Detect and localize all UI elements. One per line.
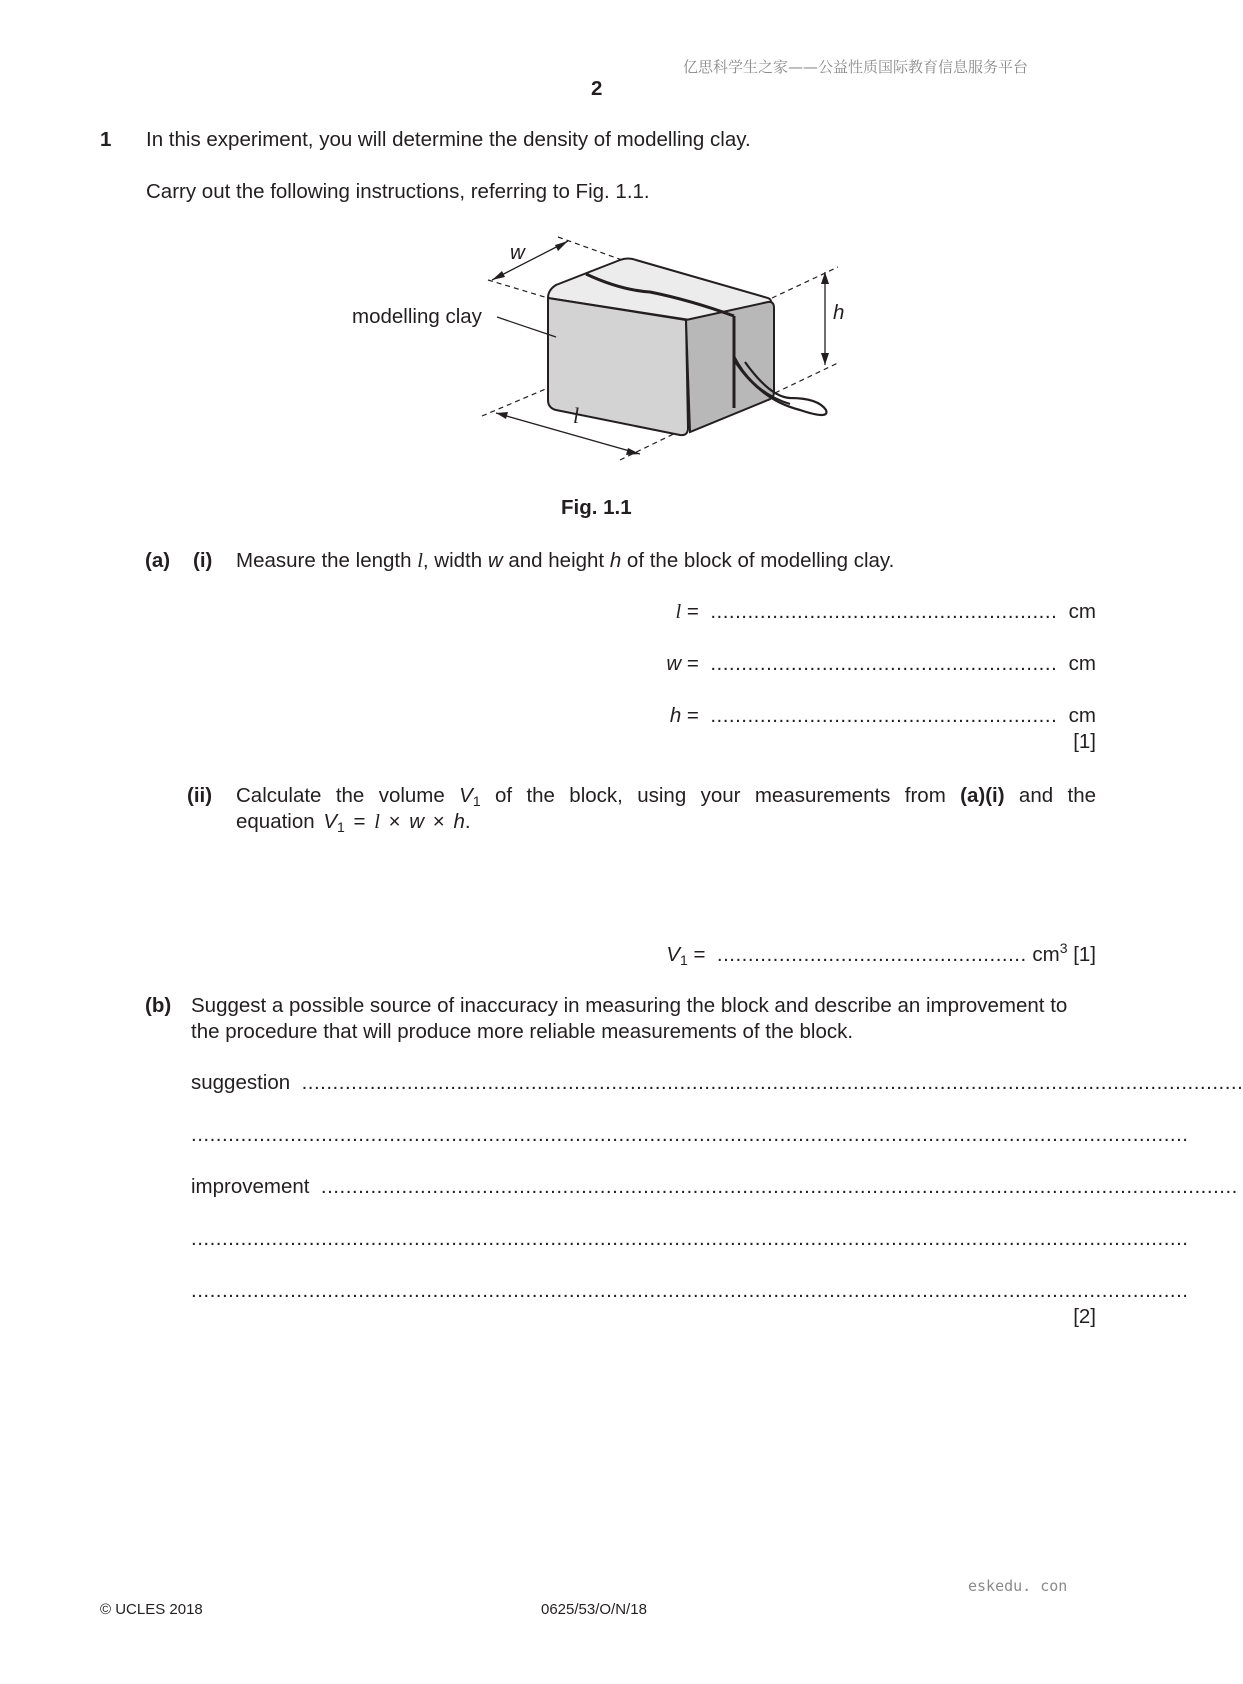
- improvement-line-1[interactable]: improvement ....................................................................................................................................................: [191, 1175, 1238, 1198]
- improvement-line-2[interactable]: .................................................................................................................................................................: [191, 1227, 1189, 1250]
- answer-line-w[interactable]: w = ........................................................ cm: [666, 652, 1096, 675]
- footer-copyright: © UCLES 2018: [100, 1601, 203, 1618]
- suggestion-label: suggestion: [191, 1071, 291, 1094]
- figure-label-h: h: [833, 301, 845, 324]
- marks-a-i: [1]: [1073, 730, 1096, 753]
- answer-line-v1[interactable]: $V_1$ = .................................................. $cm^3$ [1]: [666, 940, 1096, 968]
- answer-line-h[interactable]: h = ........................................................ cm: [669, 704, 1096, 727]
- suggestion-line-2[interactable]: .................................................................................................................................................................: [191, 1123, 1189, 1146]
- question-instruction: Carry out the following instructions, referring to Fig. 1.1.: [146, 180, 650, 203]
- part-b-text: Suggest a possible source of inaccuracy in measuring the block and describe an improvement to the procedure that will produce more reliable measurements of the block.: [191, 994, 1068, 1043]
- part-a-ii-text: Calculate the volume $V_1$ of the block, using your measurements from (a)(i) and the equation $V_1 = l \times w \times h$.: [236, 784, 1096, 835]
- header-watermark: 亿思科学生之家——公益性质国际教育信息服务平台: [683, 58, 1029, 76]
- page-number: 2: [591, 77, 603, 100]
- part-a-ii-label: (ii): [187, 784, 213, 807]
- question-number: 1: [100, 128, 112, 151]
- suggestion-line-1[interactable]: suggestion ........................................................................................................................................................: [191, 1071, 1243, 1094]
- part-a-i-text: Measure the length l, width w and height h of the block of modelling clay.: [236, 549, 895, 572]
- part-a-label: (a): [145, 549, 171, 572]
- marks-b: [2]: [1073, 1305, 1096, 1328]
- footer-code: 0625/53/O/N/18: [541, 1601, 647, 1618]
- figure-label-l: l: [573, 403, 580, 428]
- figure-label-w: w: [510, 241, 525, 264]
- question-intro: In this experiment, you will determine the density of modelling clay.: [146, 128, 751, 151]
- figure-modelling-clay: [340, 225, 860, 465]
- footer-site: eskedu. con: [968, 1577, 1068, 1595]
- improvement-label: improvement: [191, 1175, 310, 1198]
- answer-line-l[interactable]: l = ........................................................ cm: [675, 600, 1096, 623]
- part-b-label: (b): [145, 994, 172, 1017]
- part-a-i-label: (i): [193, 549, 213, 572]
- figure-label-clay: modelling clay: [352, 305, 482, 328]
- figure-caption: Fig. 1.1: [561, 496, 632, 519]
- improvement-line-3[interactable]: .................................................................................................................................................................: [191, 1279, 1189, 1302]
